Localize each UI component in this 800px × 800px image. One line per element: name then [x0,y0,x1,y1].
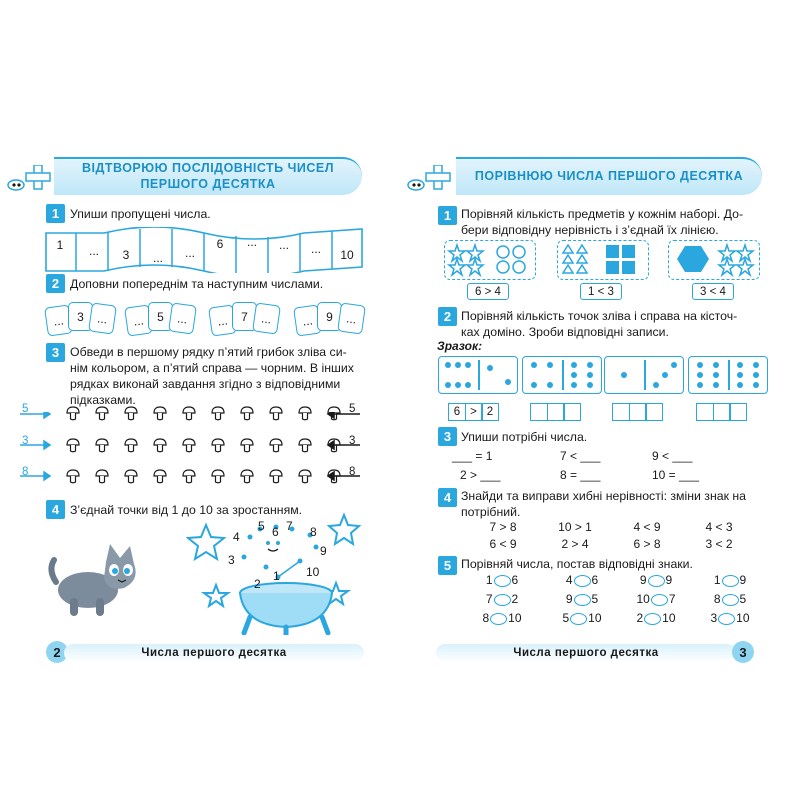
sign-oval[interactable] [574,594,591,606]
dot-label: 1 [273,569,280,583]
compare-pair[interactable] [700,573,760,587]
left-header [54,157,362,195]
inequality[interactable]: 3 < 2 [705,537,733,551]
fill-expression[interactable]: ___ = 1 [452,449,493,463]
left-header-line1: ВІДТВОРЮЮ ПОСЛІДОВНІСТЬ ЧИСЕЛ [81,161,335,176]
compare-right: 2 [511,592,519,606]
stars-circles-icon [445,241,533,277]
left-header-line2: ПЕРШОГО ДЕСЯТКА [140,177,276,191]
compare-left: 1 [485,573,493,587]
domino-1 [438,356,518,394]
number-card[interactable]: ... [293,304,322,336]
inequality[interactable]: 4 < 9 [633,520,661,534]
task-text-line: потрібний. [461,505,521,519]
inequality-answer[interactable]: 3 < 4 [692,283,734,300]
task-number: 2 [438,307,457,326]
dot-label: 7 [286,519,293,533]
task-number: 2 [46,274,65,293]
sign-oval[interactable] [570,613,587,625]
compare-left: 9 [639,573,647,587]
strip-cell[interactable]: ... [310,242,321,256]
record-boxes[interactable] [696,403,746,421]
sample-label: Зразок: [437,339,483,353]
set-stars-circles [444,240,536,280]
compare-right: 6 [591,573,599,587]
number-card[interactable]: ... [208,304,237,336]
compare-right: 7 [668,592,676,606]
compare-pair[interactable] [700,611,760,625]
task-text-line: нім кольором, а п’ятий справа — чорним. В інших [70,361,354,375]
compare-pair[interactable] [626,573,686,587]
task-text-line: бери відповідну нерівність і з’єднай їх лінією. [461,223,719,237]
number-card: 5 [148,302,173,331]
compare-right: 9 [665,573,673,587]
compare-left: 8 [482,611,490,625]
number-card[interactable]: ... [44,304,73,336]
hint-number: 8 [22,466,29,478]
dot-label: 4 [233,530,240,544]
strip-cell[interactable]: ... [184,246,195,260]
number-card: 7 [232,302,257,331]
record-boxes[interactable] [612,403,662,421]
record-boxes[interactable] [530,403,580,421]
task-number: 3 [438,427,457,446]
dot-label: 9 [320,544,327,558]
compare-pair[interactable] [626,592,686,606]
compare-pair[interactable] [626,611,686,625]
fill-expression[interactable]: 2 > ___ [460,468,501,482]
plus-character-icon [4,165,56,193]
strip-cell[interactable]: 10 [340,248,354,262]
compare-right: 5 [591,592,599,606]
fill-expression[interactable]: 10 = ___ [652,468,700,482]
dot-label: 2 [254,577,261,591]
number-card[interactable]: ... [88,302,117,334]
domino-2 [522,356,602,394]
compare-pair[interactable] [472,592,532,606]
inequality-answer[interactable]: 1 < 3 [580,283,622,300]
task-text-line: Порівняй кількість точок зліва і справа на кісточ- [461,309,738,323]
dot-label: 10 [306,565,320,579]
inequality[interactable]: 6 < 9 [489,537,517,551]
sign-oval[interactable] [494,575,511,587]
compare-right: 10 [662,611,676,625]
fill-expression[interactable]: 7 < ___ [560,449,601,463]
task-text [70,344,354,408]
record-cell: 6 [448,403,466,421]
compare-right: 10 [508,611,522,625]
right-header-text: ПОРІВНЮЮ ЧИСЛА ПЕРШОГО ДЕСЯТКА [474,169,744,184]
record-cell: 2 [481,403,499,421]
inequality[interactable]: 2 > 4 [561,537,589,551]
compare-pair[interactable] [700,592,760,606]
task-number: 1 [438,206,457,225]
right-header [456,157,762,195]
number-card: 9 [317,302,342,331]
task-text-line: Порівняй кількість предметів у кожнім наборі. До- [461,207,744,221]
number-card[interactable]: ... [337,302,366,334]
record-cell: > [465,403,483,421]
task-text: Доповни попереднім та наступним числами. [70,277,324,291]
hint-number: 5 [349,403,356,415]
left-footer: Числа першого десятка [64,644,364,662]
right-footer: Числа першого десятка [436,644,736,662]
sign-oval[interactable] [644,613,661,625]
strip-cell[interactable]: ... [246,235,257,249]
compare-right: 10 [736,611,750,625]
strip-cell[interactable]: ... [278,238,289,252]
task-text: Упиши пропущені числа. [70,207,211,221]
cat-illustration [48,540,148,620]
task-text [461,308,737,340]
sign-oval[interactable] [648,575,665,587]
hint-number: 3 [22,435,29,447]
task-text [461,206,743,238]
plus-character-icon [404,165,456,193]
strip-cell[interactable]: 3 [122,248,130,262]
strip-cell[interactable]: ... [88,244,99,258]
page-number: 3 [732,641,754,663]
dot-label: 3 [228,553,235,567]
compare-left: 9 [565,592,573,606]
compare-left: 8 [713,592,721,606]
inequality[interactable]: 7 > 8 [489,520,517,534]
sample-record [448,403,498,421]
compare-right: 9 [739,573,747,587]
compare-pair[interactable] [552,592,612,606]
task-text-line: рядках виконай завдання згідно з відповідними [70,377,341,391]
domino-3 [604,356,684,394]
hint-number: 8 [349,466,356,478]
set-hexagon-stars [668,240,760,280]
sign-oval[interactable] [722,594,739,606]
task-text-line: підказками. [70,393,136,407]
strip-cell[interactable]: 1 [56,238,64,252]
domino-4 [688,356,768,394]
number-card[interactable]: ... [252,302,281,334]
fill-expression[interactable]: 9 < ___ [652,449,693,463]
inequality-answer[interactable]: 6 > 4 [467,283,509,300]
sign-oval[interactable] [494,594,511,606]
hint-arrows [18,412,363,484]
inequality[interactable]: 6 > 8 [633,537,661,551]
number-card: 3 [68,302,93,331]
hint-number: 3 [349,435,356,447]
compare-pair[interactable] [472,611,532,625]
compare-left: 5 [562,611,570,625]
compare-left: 1 [713,573,721,587]
number-card[interactable]: ... [124,304,153,336]
inequality[interactable]: 4 < 3 [705,520,733,534]
sign-oval[interactable] [722,575,739,587]
compare-left: 10 [636,592,650,606]
compare-pair[interactable] [552,611,612,625]
task-number: 4 [438,488,457,507]
compare-left: 7 [485,592,493,606]
strip-cell[interactable]: ... [152,251,163,265]
dot-label: 8 [310,525,317,539]
strip-cell[interactable]: 6 [216,237,224,251]
compare-right: 5 [739,592,747,606]
dot-label: 5 [258,519,265,533]
task-text: Упиши потрібні числа. [461,430,588,444]
task-text [461,488,746,520]
sign-oval[interactable] [718,613,735,625]
triangles-squares-icon [558,241,646,277]
task-number: 3 [46,343,65,362]
sign-oval[interactable] [490,613,507,625]
task-number: 1 [46,204,65,223]
task-number: 4 [46,500,65,519]
compare-left: 4 [565,573,573,587]
page-number: 2 [46,641,68,663]
set-triangles-squares [557,240,649,280]
task-text-line: ках доміно. Зроби відповідні записи. [461,325,669,339]
compare-left: 3 [710,611,718,625]
compare-right: 6 [511,573,519,587]
fill-expression[interactable]: 8 = ___ [560,468,601,482]
compare-right: 10 [588,611,602,625]
sign-oval[interactable] [574,575,591,587]
number-card[interactable]: ... [168,302,197,334]
task-text-line: Знайди та виправи хибні нерівності: зміни знак на [461,489,746,503]
task-text: З’єднай точки від 1 до 10 за зростанням. [70,503,303,517]
compare-left: 2 [636,611,644,625]
compare-pair[interactable] [552,573,612,587]
hexagon-stars-icon [669,241,757,277]
inequality[interactable]: 10 > 1 [558,520,592,534]
task-number: 5 [438,556,457,575]
task-text-line: Обведи в першому рядку п’ятий грибок зліва си- [70,345,347,359]
task-text: Порівняй числа, постав відповідні знаки. [461,557,693,571]
hint-number: 5 [22,403,29,415]
compare-pair[interactable] [472,573,532,587]
dot-label: 6 [272,525,279,539]
sign-oval[interactable] [651,594,668,606]
